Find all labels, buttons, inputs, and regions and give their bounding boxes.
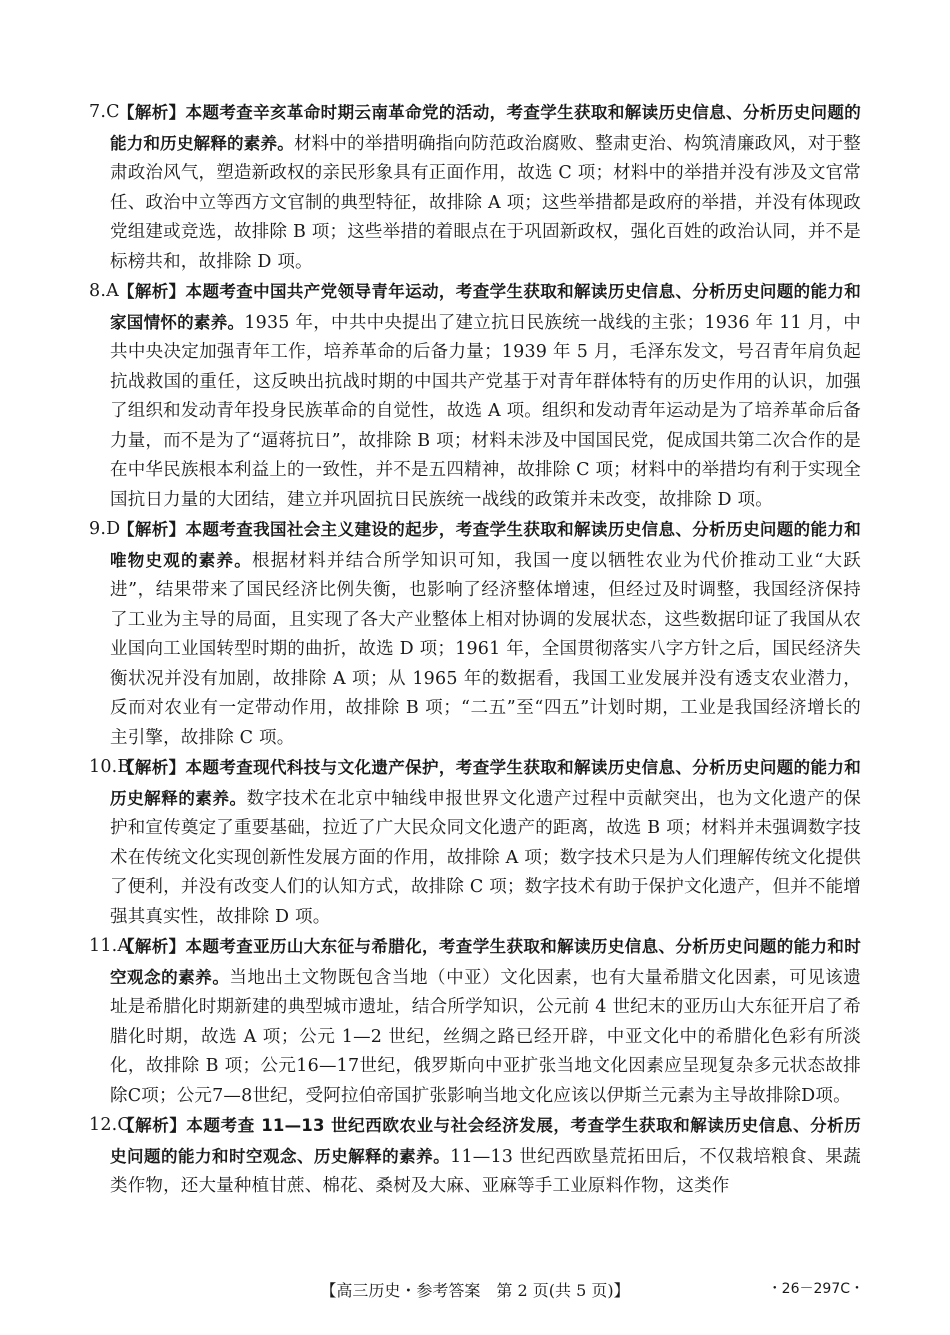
answer-item-10 (89, 753, 861, 932)
question-number: 9.D (89, 519, 121, 539)
analysis-body: 数字技术在北京中轴线申报世界文化遗产过程中贡献突出，也为文化遗产的保护和宣传奠定了重要基础，拉近了广大民众同文化遗产的距离，故选 B 项；材料并未强调数字技术在传统文化实现创新性发展方面的作用，故排除 A 项；数字技术只是为人们理解传统文化提供了便利，并没有改变人们的认知方式，故排除 C 项；数字技术有助于保护文化遗产，但并不能增强其真实性，故排除 D 项。 (110, 788, 861, 927)
page-footer (0, 1278, 950, 1302)
analysis-body: 当地出土文物既包含当地（中亚）文化因素，也有大量希腊文化因素，可见该遗址是希腊化时期新建的典型城市遗址，结合所学知识，公元前 4 世纪末的亚历山大东征开启了希腊化时期，故选 A 项；公元 1—2 世纪，丝绸之路已经开辟，中亚文化中的希腊化色彩有所淡化，故排除 B 项；公元16—17世纪，俄罗斯向中亚扩张当地文化因素应呈现复杂多元状态故排除C项；公元7—8世纪，受阿拉伯帝国扩张影响当地文化应该以伊斯兰元素为主导故排除D项。 (110, 967, 861, 1106)
analysis-lead: 【解析】本题考查我国社会主义建设的起步，考查学生获取和解读历史信息、分析历史问题的能力和唯物史观的素养。 (110, 520, 861, 570)
analysis-lead: 【解析】本题考查 11—13 世纪西欧农业与社会经济发展，考查学生获取和解读历史信息、分析历史问题的能力和时空观念、历史解释的素养。 (110, 1116, 861, 1166)
question-number: 12.C (89, 1115, 132, 1135)
question-number: 10.B (89, 757, 131, 777)
footer-code: ・26－297C・ (767, 1281, 864, 1297)
answer-list (89, 98, 861, 1228)
question-number: 11.A (89, 936, 131, 956)
analysis-lead: 【解析】本题考查现代科技与文化遗产保护，考查学生获取和解读历史信息、分析历史问题的能力和历史解释的素养。 (110, 758, 861, 808)
analysis-lead: 【解析】本题考查辛亥革命时期云南革命党的活动，考查学生获取和解读历史信息、分析历史问题的能力和历史解释的素养。 (110, 103, 861, 153)
footer-page-info: 【高三历史・参考答案 第 2 页(共 5 页)】 (320, 1281, 630, 1300)
answer-item-7 (89, 98, 861, 277)
answer-item-8 (89, 277, 861, 515)
question-number: 7.C (89, 102, 120, 122)
analysis-body: 11—13 世纪西欧垦荒拓田后，不仅栽培粮食、果蔬类作物，还大量种植甘蔗、棉花、桑树及大麻、亚麻等手工业原料作物，这类作 (110, 1146, 861, 1196)
analysis-lead: 【解析】本题考查中国共产党领导青年运动，考查学生获取和解读历史信息、分析历史问题的能力和家国情怀的素养。 (110, 282, 861, 332)
analysis-body: 根据材料并结合所学知识可知，我国一度以牺牲农业为代价推动工业“大跃进”，结果带来了国民经济比例失衡，也影响了经济整体增速，但经过及时调整，我国经济保持了工业为主导的局面，且实现了各大产业整体上相对协调的发展状态，这些数据印证了我国从农业国向工业国转型时期的曲折，故选 D 项；1961 年，全国贯彻落实八字方针之后，国民经济失衡状况并没有加剧，故排除 A 项；从 1965 年的数据看，我国工业发展并没有透支农业潜力，反而对农业有一定带动作用，故排除 B 项；“二五”至“四五”计划时期，工业是我国经济增长的主引擎，故排除 C 项。 (110, 550, 861, 748)
analysis-lead: 【解析】本题考查亚历山大东征与希腊化，考查学生获取和解读历史信息、分析历史问题的能力和时空观念的素养。 (110, 937, 861, 987)
analysis-body: 材料中的举措明确指向防范政治腐败、整肃吏治、构筑清廉政风，对于整肃政治风气，塑造新政权的亲民形象具有正面作用，故选 C 项；材料中的举措并没有涉及文官常任、政治中立等西方文官制的典型特征，故排除 A 项；这些举措都是政府的举措，并没有体现政党组建或竞选，故排除 B 项；这些举措的着眼点在于巩固新政权，强化百姓的政治认同，并不是标榜共和，故排除 D 项。 (110, 133, 861, 272)
question-number: 8.A (89, 281, 119, 301)
answer-item-11 (89, 932, 861, 1111)
answer-item-9 (89, 515, 861, 753)
analysis-body: 1935 年，中共中央提出了建立抗日民族统一战线的主张；1936 年 11 月，中共中央决定加强青年工作，培养革命的后备力量；1939 年 5 月，毛泽东发文，号召青年肩负起抗战救国的重任，这反映出抗战时期的中国共产党基于对青年群体特有的历史作用的认识，加强了组织和发动青年投身民族革命的自觉性，故选 A 项。组织和发动青年运动是为了培养革命后备力量，而不是为了“逼蒋抗日”，故排除 B 项；材料未涉及中国国民党，促成国共第二次合作的是在中华民族根本利益上的一致性，并不是五四精神，故排除 C 项；材料中的举措均有利于实现全国抗日力量的大团结，建立并巩固抗日民族统一战线的政策并未改变，故排除 D 项。 (110, 312, 861, 510)
answer-item-12 (89, 1111, 861, 1202)
